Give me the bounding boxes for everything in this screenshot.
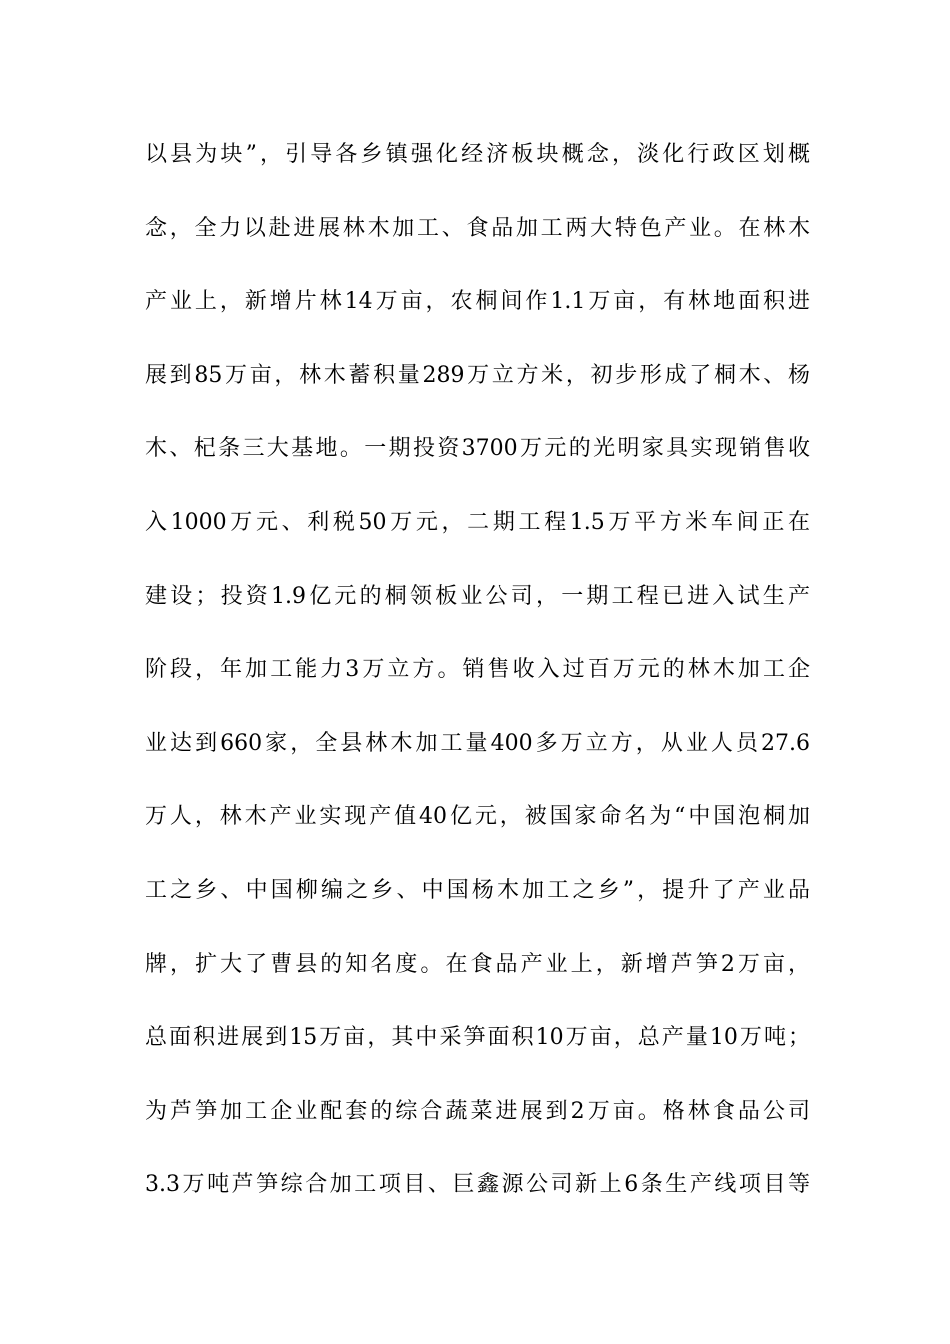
text-line: 展到85万亩，林木蓄积量289万立方米，初步形成了桐木、杨	[145, 362, 810, 388]
text-line: 工之乡、中国柳编之乡、中国杨木加工之乡”，提升了产业品	[145, 877, 810, 903]
text-line: 业达到660家，全县林木加工量400多万立方，从业人员27.6	[145, 730, 810, 756]
text-line: 阶段，年加工能力3万立方。销售收入过百万元的林木加工企	[145, 657, 810, 683]
text-line: 念，全力以赴进展林木加工、食品加工两大特色产业。在林木	[145, 215, 810, 241]
text-line: 以县为块”，引导各乡镇强化经济板块概念，淡化行政区划概	[145, 142, 810, 167]
text-line: 建设；投资1.9亿元的桐领板业公司，一期工程已进入试生产	[145, 583, 810, 609]
body-text	[145, 130, 810, 1234]
text-line: 木、杞条三大基地。一期投资3700万元的光明家具实现销售收	[145, 436, 810, 462]
text-line: 总面积进展到15万亩，其中采笋面积10万亩，总产量10万吨；	[145, 1025, 810, 1051]
text-line: 3.3万吨芦笋综合加工项目、巨鑫源公司新上6条生产线项目等	[145, 1172, 810, 1198]
text-line: 入1000万元、利税50万元，二期工程1.5万平方米车间正在	[145, 509, 810, 535]
text-line: 产业上，新增片林14万亩，农桐间作1.1万亩，有林地面积进	[145, 289, 810, 315]
text-line: 牌，扩大了曹县的知名度。在食品产业上，新增芦笋2万亩，	[145, 951, 810, 977]
text-line: 为芦笋加工企业配套的综合蔬菜进展到2万亩。格林食品公司	[145, 1098, 810, 1124]
text-line: 万人，林木产业实现产值40亿元，被国家命名为“中国泡桐加	[145, 804, 810, 830]
